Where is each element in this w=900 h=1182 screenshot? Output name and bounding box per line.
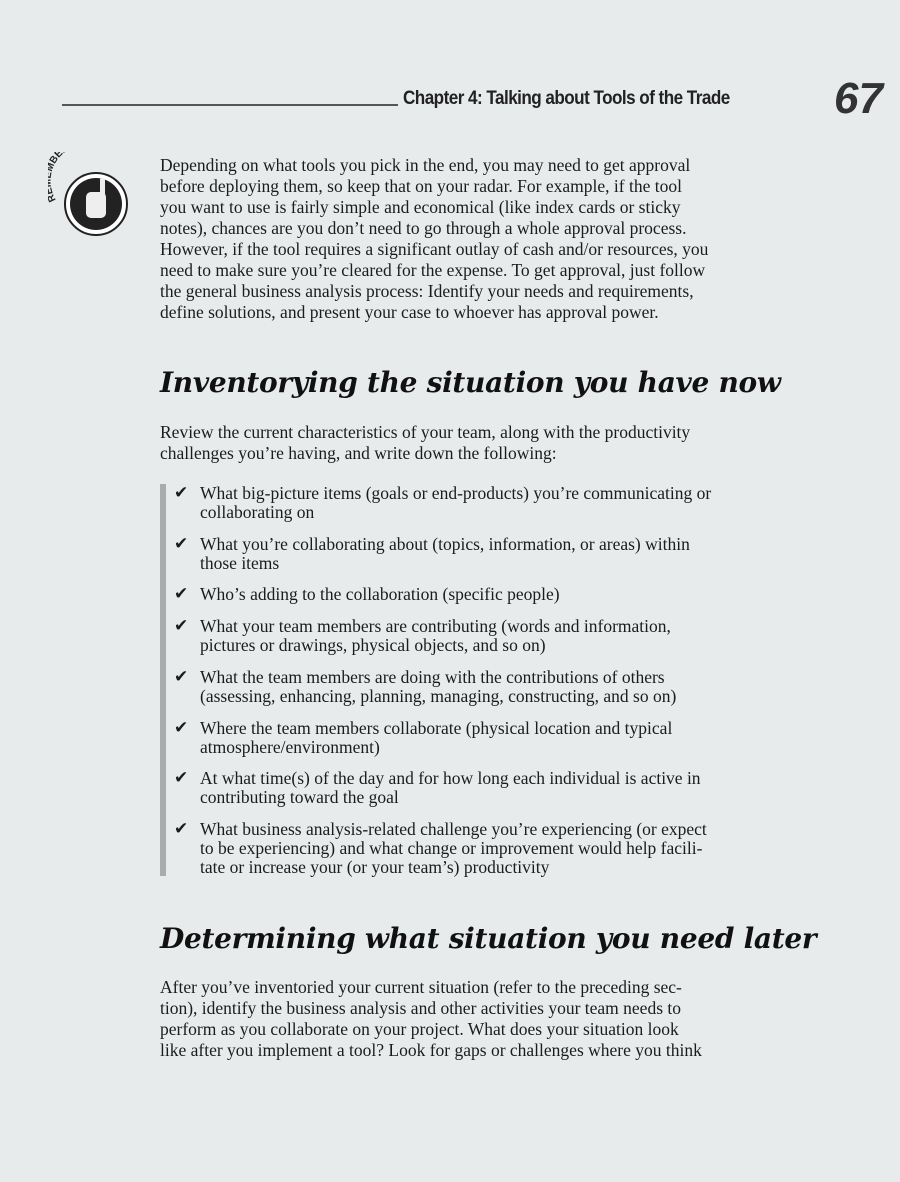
check-bullet-icon: ✔	[174, 718, 189, 738]
list-item-text	[200, 535, 690, 573]
text-line: pictures or drawings, physical objects, and so on)	[200, 635, 546, 655]
list-item-text	[200, 668, 676, 706]
remember-note	[160, 155, 708, 323]
page-number: 67	[834, 74, 883, 123]
text-line: What the team members are doing with the contributions of others	[200, 667, 665, 687]
list-item-text	[200, 820, 707, 877]
list-sidebar-bar	[160, 484, 166, 876]
check-bullet-icon: ✔	[174, 768, 189, 788]
text-line: What your team members are contributing (words and information,	[200, 616, 671, 636]
text-line: Review the current characteristics of your team, along with the productivity	[160, 422, 691, 442]
check-bullet-icon: ✔	[174, 483, 189, 503]
text-line: Where the team members collaborate (physical location and typical	[200, 718, 673, 738]
text-line: need to make sure you’re cleared for the expense. To get approval, just follow	[160, 260, 706, 280]
text-line: those items	[200, 553, 280, 573]
section1-intro	[160, 422, 690, 464]
text-line: the general business analysis process: Identify your needs and requirements,	[160, 281, 694, 301]
section-heading-determining: Determining what situation you need later	[160, 922, 817, 955]
list-item-text	[200, 585, 560, 604]
text-line: contributing toward the goal	[200, 787, 399, 807]
text-line: Who’s adding to the collaboration (specific people)	[200, 584, 560, 604]
text-line: After you’ve inventoried your current situation (refer to the preceding sec-	[160, 977, 682, 997]
header-rule	[62, 104, 398, 106]
remember-icon	[48, 152, 134, 238]
text-line: atmosphere/environment)	[200, 737, 380, 757]
text-line: tate or increase your (or your team’s) productivity	[200, 857, 550, 877]
text-line: you want to use is fairly simple and economical (like index cards or sticky	[160, 197, 681, 217]
list-item-text	[200, 769, 701, 807]
text-line: (assessing, enhancing, planning, managing, constructing, and so on)	[200, 686, 677, 706]
list-item-text	[200, 617, 671, 655]
list-item-text	[200, 719, 672, 757]
section-heading-inventorying: Inventorying the situation you have now	[160, 366, 781, 399]
text-line: What you’re collaborating about (topics, information, or areas) within	[200, 534, 690, 554]
text-line: What business analysis-related challenge you’re experiencing (or expect	[200, 819, 707, 839]
list-item-text	[200, 484, 711, 522]
text-line: Depending on what tools you pick in the end, you may need to get approval	[160, 155, 691, 175]
text-line: before deploying them, so keep that on your radar. For example, if the tool	[160, 176, 682, 196]
text-line: However, if the tool requires a significant outlay of cash and/or resources, you	[160, 239, 709, 259]
check-bullet-icon: ✔	[174, 616, 189, 636]
text-line: tion), identify the business analysis and other activities your team needs to	[160, 998, 681, 1018]
text-line: collaborating on	[200, 502, 315, 522]
text-line: challenges you’re having, and write down the following:	[160, 443, 557, 463]
running-title: Chapter 4: Talking about Tools of the Trade	[403, 88, 730, 109]
text-line: What big-picture items (goals or end-products) you’re communicating or	[200, 483, 712, 503]
check-bullet-icon: ✔	[174, 819, 189, 839]
check-bullet-icon: ✔	[174, 667, 189, 687]
text-line: define solutions, and present your case to whoever has approval power.	[160, 302, 659, 322]
text-line: like after you implement a tool? Look for gaps or challenges where you think	[160, 1040, 702, 1060]
check-bullet-icon: ✔	[174, 534, 189, 554]
text-line: perform as you collaborate on your project. What does your situation look	[160, 1019, 679, 1039]
check-bullet-icon: ✔	[174, 584, 189, 604]
text-line: to be experiencing) and what change or improvement would help facili-	[200, 838, 703, 858]
section2-body	[160, 977, 702, 1061]
remember-icon-label: BE	[48, 152, 66, 166]
text-line: notes), chances are you don’t need to go through a whole approval process.	[160, 218, 687, 238]
text-line: At what time(s) of the day and for how long each individual is active in	[200, 768, 701, 788]
